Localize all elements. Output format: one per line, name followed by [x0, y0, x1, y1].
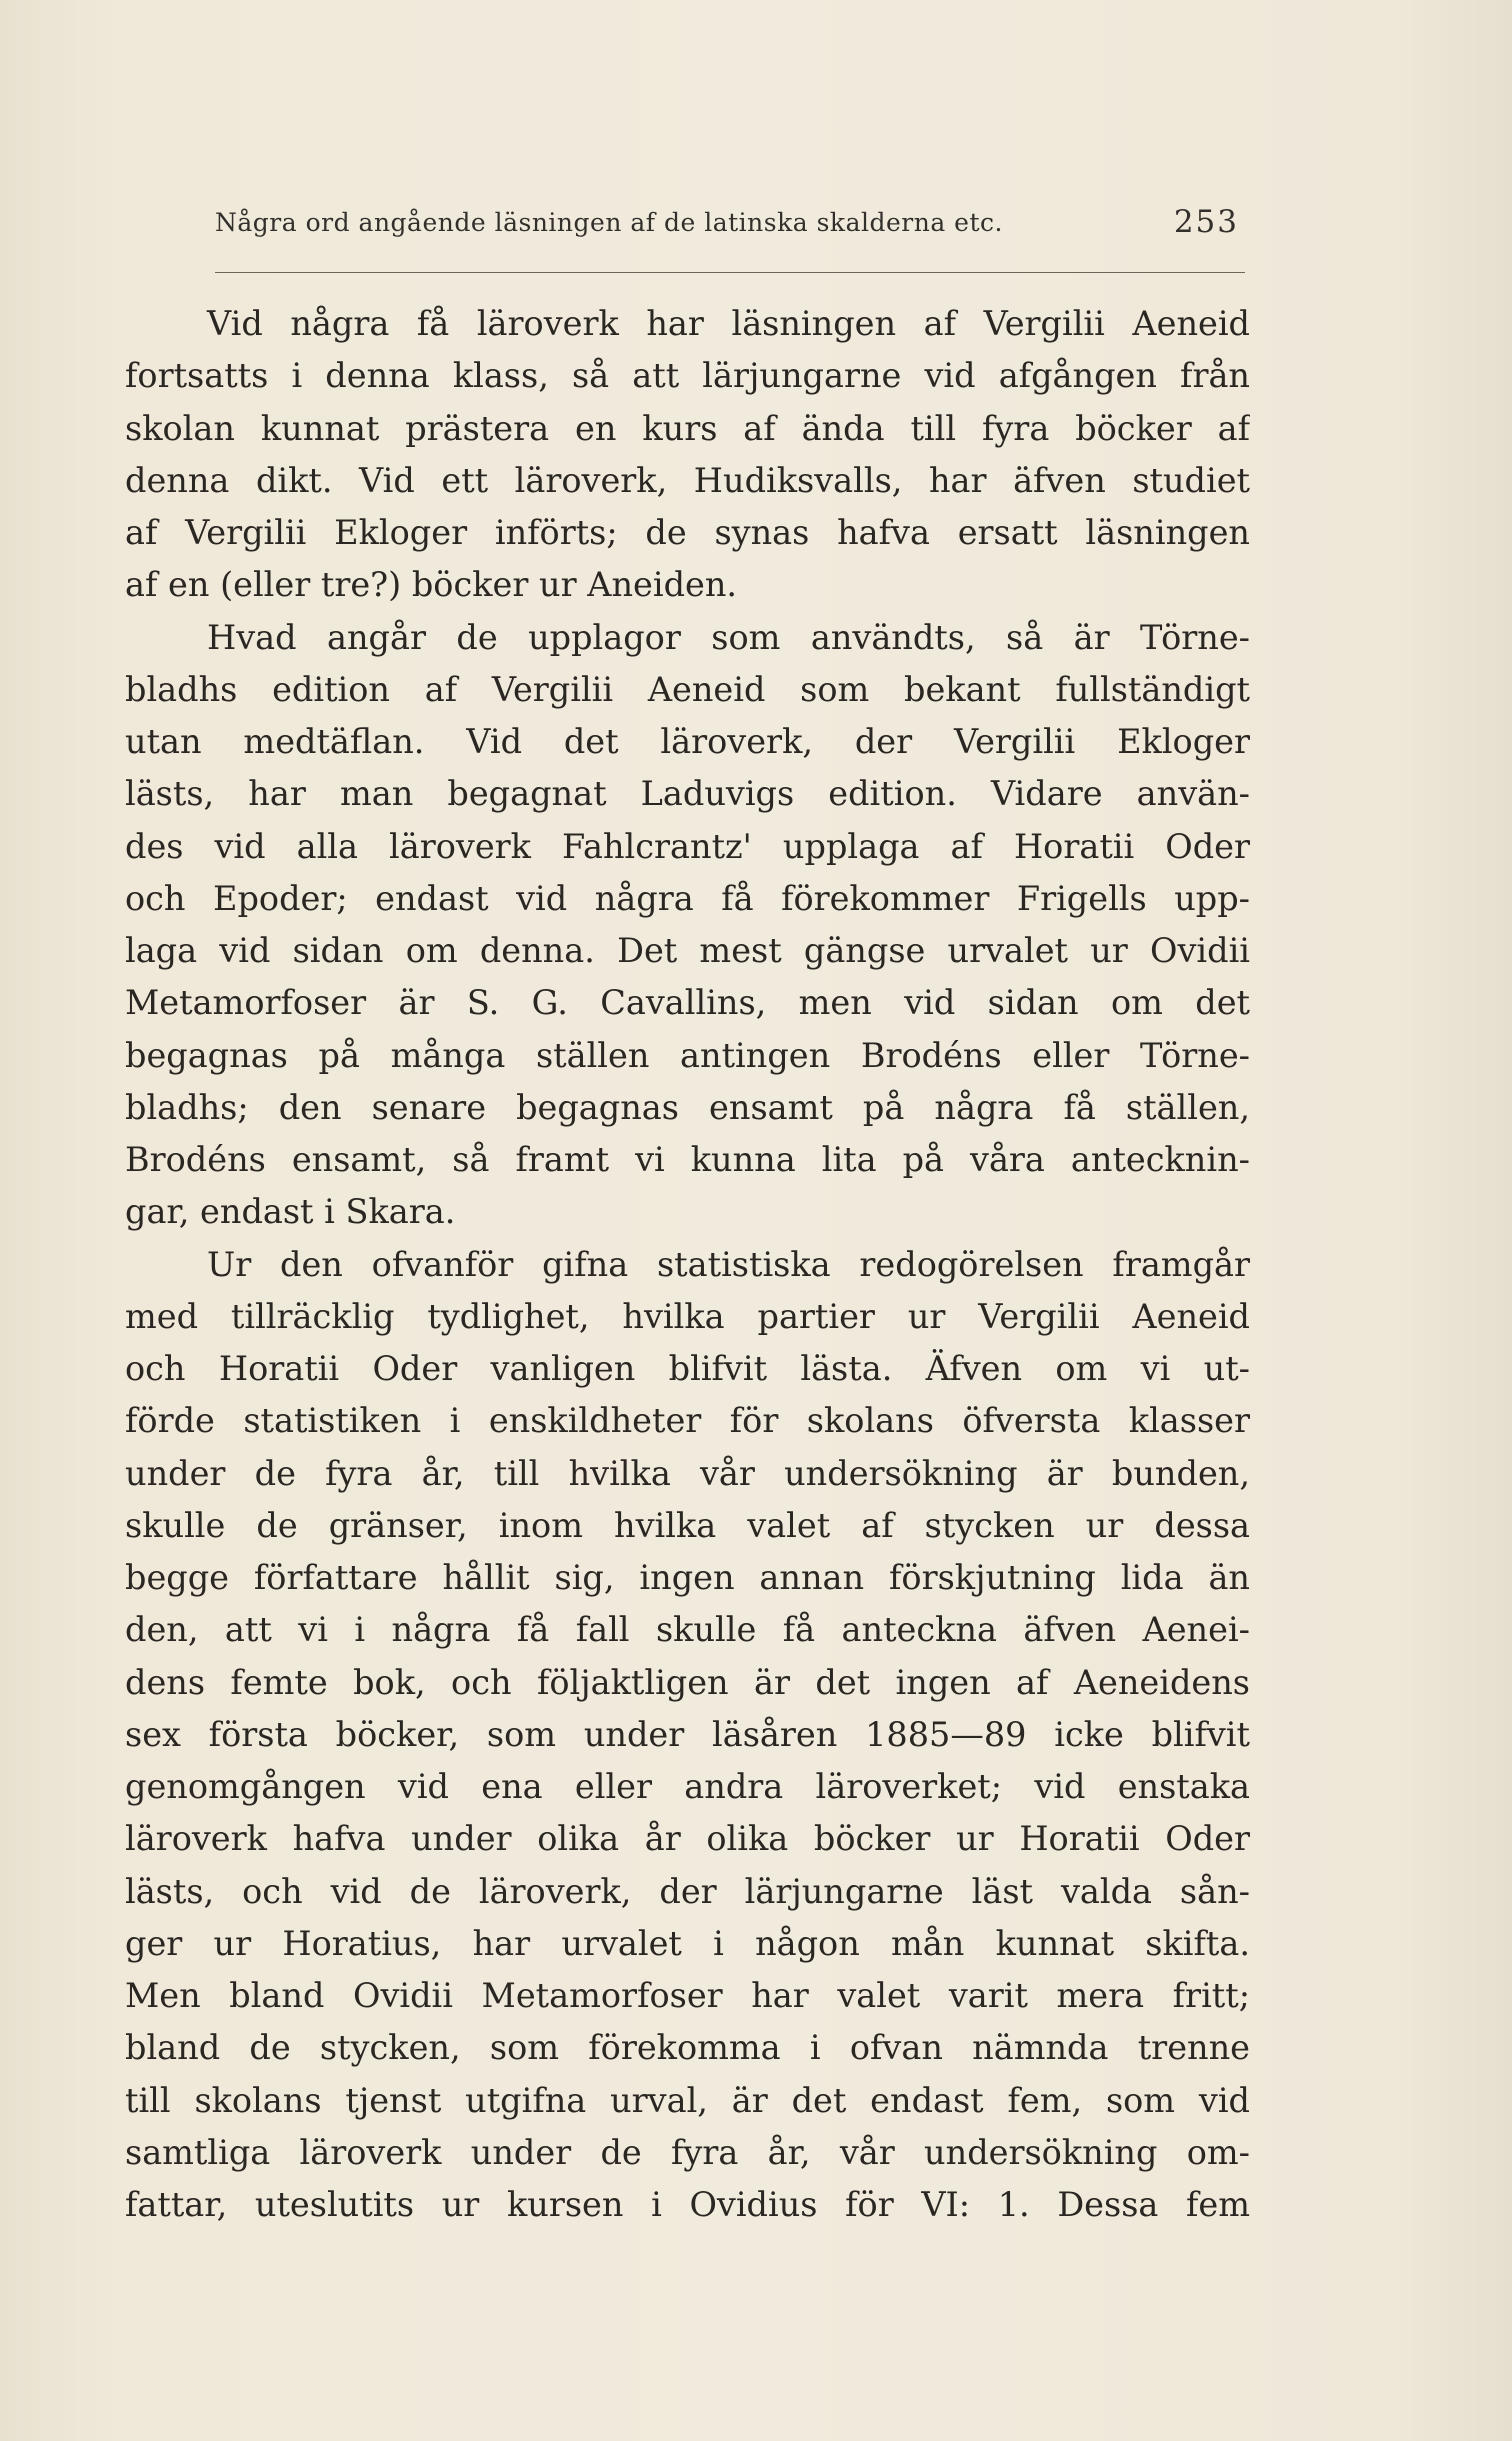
text-line: laga vid sidan om denna. Det mest gängse urvalet ur Ovidii: [125, 931, 1250, 970]
text-line: samtliga läroverk under de fyra år, vår undersökning om-: [125, 2132, 1250, 2172]
text-line: och Epoder; endast vid några få förekommer Frigells upp-: [125, 878, 1250, 918]
text-line: fattar, uteslutits ur kursen i Ovidius för VI: 1. Dessa fem: [125, 2185, 1250, 2224]
text-line: till skolans tjenst utgifna urval, är det endast fem, som vid: [125, 2080, 1250, 2120]
text-line: begagnas på många ställen antingen Brodéns eller Törne-: [125, 1035, 1250, 1075]
text-line: dens femte bok, och följaktligen är det ingen af Aeneidens: [125, 1662, 1250, 1702]
text-line: af Vergilii Ekloger införts; de synas hafva ersatt läsningen: [125, 513, 1250, 552]
text-line: gar, endast i Skara.: [125, 1192, 456, 1232]
text-line: sex första böcker, som under läsåren 1885—89 icke blifvit: [125, 1714, 1250, 1754]
text-line: lästs, har man begagnat Laduvigs edition. Vidare använ-: [125, 774, 1250, 814]
running-title: Några ord angående läsningen af de latinska skalderna etc.: [215, 208, 1003, 237]
text-line: lästs, och vid de läroverk, der lärjungarne läst valda sån-: [125, 1871, 1250, 1911]
text-line: Metamorfoser är S. G. Cavallins, men vid sidan om det: [125, 983, 1250, 1023]
text-line: genomgången vid ena eller andra läroverket; vid enstaka: [125, 1767, 1250, 1806]
text-line: läroverk hafva under olika år olika böcker ur Horatii Oder: [125, 1819, 1250, 1859]
text-line: med tillräcklig tydlighet, hvilka partier ur Vergilii Aeneid: [125, 1296, 1250, 1336]
text-line: förde statistiken i enskildheter för skolans öfversta klasser: [125, 1401, 1250, 1441]
text-line: under de fyra år, till hvilka vår undersökning är bunden,: [125, 1453, 1250, 1493]
text-line: Vid några få läroverk har läsningen af Vergilii Aeneid: [207, 304, 1250, 343]
text-line: ger ur Horatius, har urvalet i någon mån kunnat skifta.: [125, 1923, 1250, 1963]
text-line: Brodéns ensamt, så framt vi kunna lita på våra antecknin-: [125, 1140, 1250, 1179]
text-line: bladhs; den senare begagnas ensamt på några få ställen,: [125, 1087, 1250, 1127]
text-line: den, att vi i några få fall skulle få anteckna äfven Aenei-: [125, 1610, 1250, 1650]
text-line: fortsatts i denna klass, så att lärjungarne vid afgången från: [125, 356, 1250, 396]
text-line: denna dikt. Vid ett läroverk, Hudiksvalls, har äfven studiet: [125, 460, 1250, 500]
text-line: Ur den ofvanför gifna statistiska redogörelsen framgår: [207, 1244, 1250, 1284]
text-line: skulle de gränser, inom hvilka valet af stycken ur dessa: [125, 1505, 1250, 1545]
text-line: begge författare hållit sig, ingen annan förskjutning lida än: [125, 1558, 1250, 1597]
text-line: skolan kunnat prästera en kurs af ända till fyra böcker af: [125, 408, 1250, 448]
page-number: 253: [1173, 204, 1239, 240]
text-line: des vid alla läroverk Fahlcrantz' upplaga af Horatii Oder: [125, 826, 1250, 866]
header-rule: [215, 272, 1245, 273]
text-line: bland de stycken, som förekomma i ofvan nämnda trenne: [125, 2028, 1250, 2068]
text-line: och Horatii Oder vanligen blifvit lästa. Äfven om vi ut-: [125, 1349, 1250, 1388]
text-line: af en (eller tre?) böcker ur Aneiden.: [125, 565, 738, 605]
text-line: utan medtäflan. Vid det läroverk, der Vergilii Ekloger: [125, 722, 1250, 761]
text-line: Hvad angår de upplagor som användts, så är Törne-: [207, 617, 1250, 657]
body-text: [125, 298, 1250, 2231]
running-header: [215, 204, 1245, 240]
text-line: Men bland Ovidii Metamorfoser har valet varit mera fritt;: [125, 1976, 1250, 2015]
text-line: bladhs edition af Vergilii Aeneid som bekant fullständigt: [125, 669, 1250, 709]
